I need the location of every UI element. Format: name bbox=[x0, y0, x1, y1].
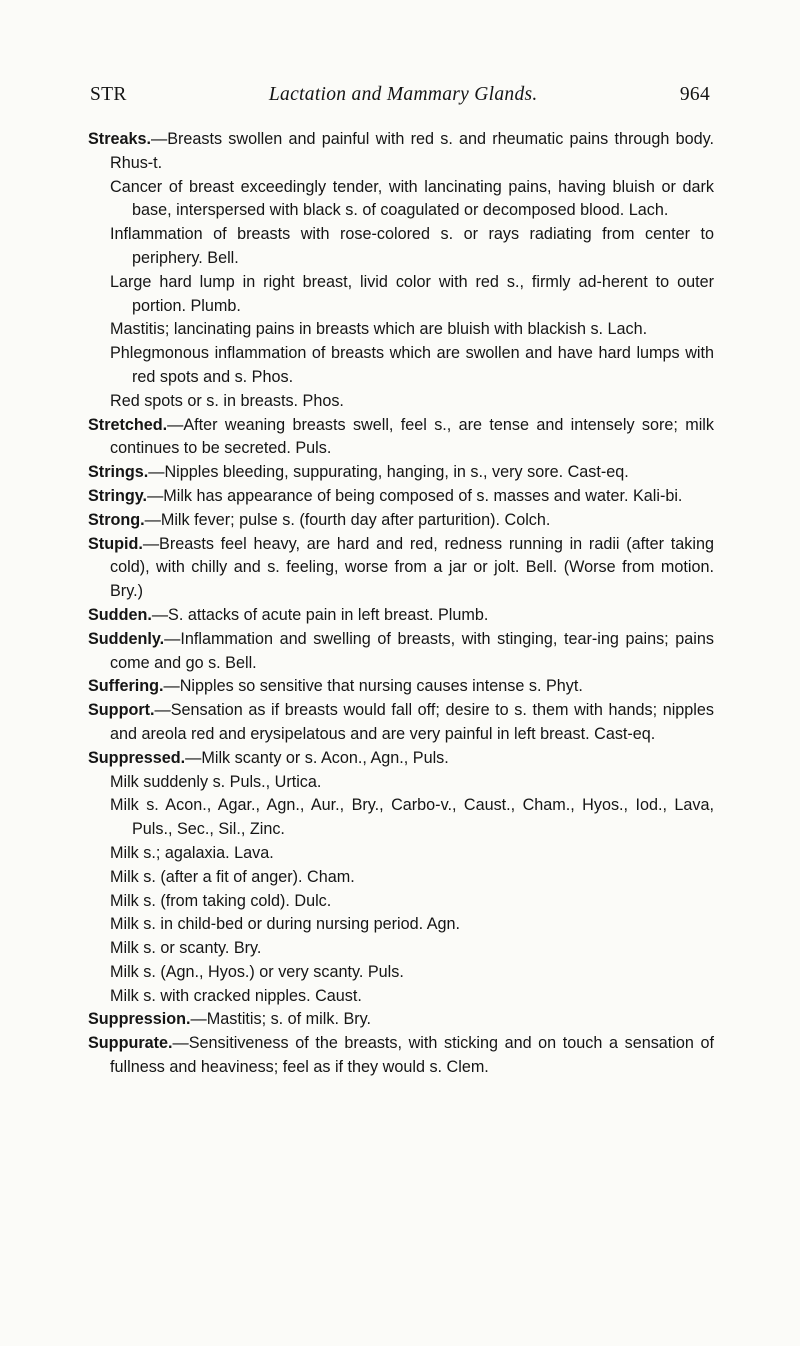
page-number: 964 bbox=[679, 84, 710, 105]
entry-text: —Mastitis; s. of milk. Bry. bbox=[190, 1010, 372, 1029]
entry bbox=[88, 128, 714, 176]
entry bbox=[88, 628, 714, 676]
entry bbox=[88, 509, 714, 533]
header-left-word: STR bbox=[90, 84, 127, 105]
entry-keyword: Strings. bbox=[88, 463, 149, 482]
entry-keyword: Strong. bbox=[88, 510, 145, 529]
sub-entry: Milk s. (after a fit of anger). Cham. bbox=[110, 867, 355, 886]
entry-text: —S. attacks of acute pain in left breast. Plumb. bbox=[151, 605, 489, 624]
entry-text: —Inflammation and swelling of breasts, with stinging, tear-ing pains; pains come and go s. Bell. bbox=[110, 629, 714, 672]
entry-keyword: Support. bbox=[88, 701, 155, 720]
running-header bbox=[90, 84, 710, 106]
entry bbox=[88, 747, 714, 771]
sub-entry: Milk s. (Agn., Hyos.) or very scanty. Puls. bbox=[110, 962, 404, 981]
entry-text: —Milk has appearance of being composed of s. masses and water. Kali-bi. bbox=[147, 486, 683, 505]
entry bbox=[88, 1032, 714, 1080]
sub-entry: Milk s. with cracked nipples. Caust. bbox=[110, 986, 362, 1005]
entry-text: —Sensation as if breasts would fall off; desire to s. them with hands; nipples and areola red and erysipelatous and are very painful in left breast. Cast-eq. bbox=[110, 701, 714, 743]
sub-entry: Large hard lump in right breast, livid color with red s., firmly ad-herent to outer portion. Plumb. bbox=[110, 272, 714, 315]
entry-keyword: Suffering. bbox=[88, 677, 164, 696]
entry-keyword: Streaks. bbox=[88, 130, 151, 148]
entry-text: —Sensitiveness of the breasts, with sticking and on touch a sensation of fullness and heaviness; feel as if they would s. Clem. bbox=[110, 1034, 714, 1077]
entry-text: —After weaning breasts swell, feel s., are tense and intensely sore; milk continues to be secreted. Puls. bbox=[110, 415, 714, 458]
entry bbox=[88, 461, 714, 485]
sub-entry: Milk s. or scanty. Bry. bbox=[110, 939, 262, 958]
entry-text: —Milk scanty or s. Acon., Agn., Puls. bbox=[185, 748, 449, 767]
header-title: Lactation and Mammary Glands. bbox=[268, 84, 538, 105]
entry bbox=[88, 1008, 714, 1032]
entry-list bbox=[88, 128, 714, 1080]
entry-keyword: Stretched. bbox=[88, 415, 168, 434]
entry bbox=[88, 604, 714, 628]
entry-keyword: Suppurate. bbox=[88, 1034, 173, 1053]
entry bbox=[88, 414, 714, 462]
entry-keyword: Suddenly. bbox=[88, 629, 165, 648]
entry-text: —Nipples so sensitive that nursing causes intense s. Phyt. bbox=[163, 677, 583, 696]
entry-text: —Nipples bleeding, suppurating, hanging, in s., very sore. Cast-eq. bbox=[148, 463, 629, 482]
sub-entry: Red spots or s. in breasts. Phos. bbox=[110, 391, 344, 410]
entry bbox=[88, 485, 714, 509]
entry-keyword: Sudden. bbox=[88, 605, 152, 624]
entry-keyword: Suppression. bbox=[88, 1010, 191, 1029]
sub-entry: Milk s. in child-bed or during nursing period. Agn. bbox=[110, 915, 461, 934]
sub-entry: Milk suddenly s. Puls., Urtica. bbox=[110, 772, 322, 791]
sub-entry: Milk s. Acon., Agar., Agn., Aur., Bry., Carbo-v., Caust., Cham., Hyos., Iod., Lava, Puls., Sec., Sil., Zinc. bbox=[110, 796, 714, 839]
entry bbox=[88, 533, 714, 604]
entry-keyword: Suppressed. bbox=[88, 748, 186, 767]
sub-entry: Milk s. (from taking cold). Dulc. bbox=[110, 891, 332, 910]
entry bbox=[88, 675, 714, 699]
sub-entry: Mastitis; lancinating pains in breasts which are bluish with blackish s. Lach. bbox=[110, 320, 648, 339]
entry-text: —Breasts feel heavy, are hard and red, redness running in radii (after taking cold), with chilly and s. feeling, worse from a jar or jolt. Bell. (Worse from motion. Bry.) bbox=[110, 534, 714, 601]
sub-entry: Phlegmonous inflammation of breasts which are swollen and have hard lumps with red spots and s. Phos. bbox=[110, 344, 714, 386]
entry-keyword: Stupid. bbox=[88, 534, 143, 553]
entry-text: —Breasts swollen and painful with red s. and rheumatic pains through body. Rhus-t. bbox=[110, 130, 714, 172]
sub-entry: Cancer of breast exceedingly tender, with lancinating pains, having bluish or dark base, interspersed with black s. of coagulated or decomposed blood. Lach. bbox=[110, 177, 714, 220]
sub-entry: Milk s.; agalaxia. Lava. bbox=[110, 843, 274, 862]
sub-entry: Inflammation of breasts with rose-colored s. or rays radiating from center to periphery. Bell. bbox=[110, 225, 714, 267]
entry-text: —Milk fever; pulse s. (fourth day after parturition). Colch. bbox=[144, 510, 551, 529]
entry-keyword: Stringy. bbox=[88, 486, 148, 505]
entry bbox=[88, 699, 714, 747]
